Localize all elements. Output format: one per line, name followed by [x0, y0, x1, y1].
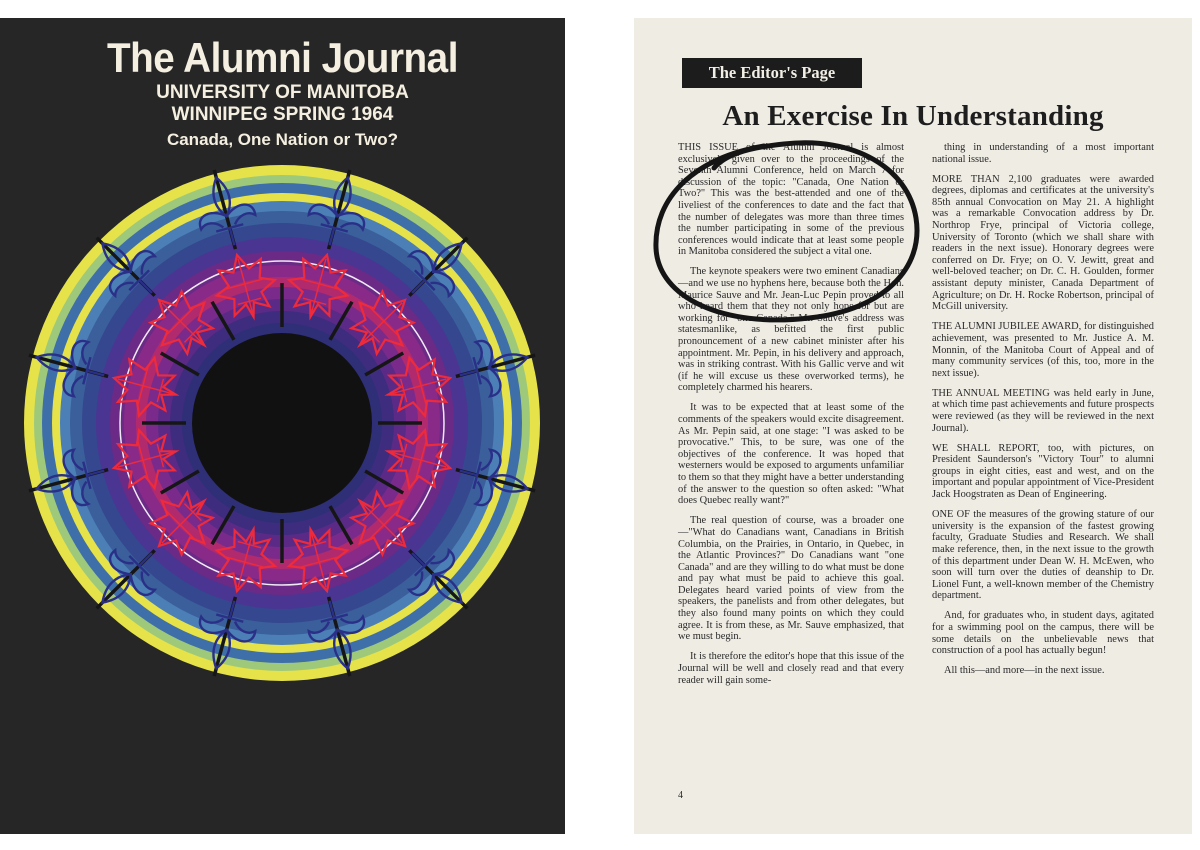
- right-column-paragraph: ONE OF the measures of the growing stature of our university is the expansion of the fastest growing faculty, Graduate Studies and Research. We shall make reference, then, in the next issue to the growth of this department under Dean W. H. McEwen, who soon will turn over the duties of deanship to Dr. Lionel Funt, a well-known member of the Chemistry department.: [932, 509, 1154, 602]
- right-column-paragraph: THE ALUMNI JUBILEE AWARD, for distinguished achievement, was presented to Mr. Justice A. M. Monnin, of the Manitoba Court of Appeal and of many community services (of this, too, more in the next issue).: [932, 321, 1154, 379]
- right-column-paragraph: THE ANNUAL MEETING was held early in June, at which time past achievements and future prospects were reviewed (as they will be reviewed in the next Journal).: [932, 387, 1154, 434]
- right-column-paragraph: All this—and more—in the next issue.: [944, 665, 1105, 677]
- left-column-paragraph: THIS ISSUE of the Alumni Journal is almost exclusively given over to the proceedings of the Seventh Alumni Conference, held on March 7 for discussion of the topic: "Canada, One Nation or Two?" This was the best-attended and one of the liveliest of the conferences to date and the fact that the number of delegates was more than three times the number participating in some of the previous conferences would indicate that at least some people in Manitoba considered the subject a vital one.: [678, 142, 904, 258]
- left-column-paragraph: It is therefore the editor's hope that this issue of the Journal will be well and closely read and that every reader will gain some-: [678, 651, 904, 686]
- right-column-paragraph: thing in understanding of a most important national issue.: [932, 142, 1154, 165]
- article-headline: An Exercise In Understanding: [722, 100, 1104, 132]
- cover-theme: Canada, One Nation or Two?: [166, 130, 399, 149]
- university-line: UNIVERSITY OF MANITOBA: [156, 82, 409, 103]
- mandala-center-hole: [192, 333, 372, 513]
- magazine-cover: [0, 18, 565, 834]
- right-column: [932, 142, 1154, 685]
- right-column-paragraph: MORE THAN 2,100 graduates were awarded degrees, diplomas and certificates at the university's 85th annual Convocation on May 21. A highlight was a remarkable Convocation address by Dr. Northrop Frye, principal of Victoria college, University of Toronto (which we shall share with readers in the next issue). Honorary degrees were conferred on Dr. Frye; on O. V. Jewitt, great and well-beloved teacher; on Dr. C. H. Goulden, former assistant deputy minister, Canada Department of Agriculture; on Dr. H. Rocke Robertson, principal of McGill university.: [932, 173, 1154, 313]
- journal-title: The Alumni Journal: [107, 34, 458, 81]
- editors-page-badge: The Editor's Page: [682, 58, 862, 88]
- left-column-paragraph: The real question of course, was a broader one—"What do Canadians want, Canadians in British Columbia, on the Prairies, in Ontario, in Quebec, in the Atlantic Provinces?" Do Canadians want "one Canada" and are they willing to do what must be done and pay what must be paid to achieve this goal. Delegates heard varied points of view from the speakers, the panelists and from other delegates, but they also found many points on which they could agree. It is from these, as Mr. Sauve emphasized, that we must begin.: [678, 515, 904, 643]
- issue-line: WINNIPEG SPRING 1964: [171, 104, 394, 125]
- page-number: 4: [678, 790, 683, 801]
- editor-page: [634, 18, 1192, 834]
- left-column-paragraph: The keynote speakers were two eminent Canadians—and we use no hyphens here, because both the Hon. Maurice Sauve and Mr. Jean-Luc Pepin proved to all who heard them that they not only hope for but are working for "one Canada." Mr. Sauve's address was statesmanlike, as befitted the first public pronouncement of a new cabinet minister after his appointment. Mr. Pepin, in his delivery and approach, was in striking contrast. With his Gallic verve and wit (if he will excuse us these overworked terms), he completely charmed his hearers.: [678, 266, 904, 394]
- right-column-paragraph: WE SHALL REPORT, too, with pictures, on President Saunderson's "Victory Tour" to alumni groups in eight cities, east and west, and on the important and popular appointment of Vice-President Jack Hoogstraten as Dean of Engineering.: [932, 442, 1154, 501]
- left-column-paragraph: It was to be expected that at least some of the comments of the speakers would excite disagreement. As Mr. Pepin said, at one stage: "I was asked to be provocative." This, to be sure, was one of the objectives of the conference. It was hoped that westerners would be exposed to arguments unfamiliar to them so that they might have a better understanding of the answer to the question so often asked: "What does Quebec really want?": [678, 402, 904, 507]
- right-column-paragraph: And, for graduates who, in student days, agitated for a swimming pool on the campus, there will be some details on the unbelievable news that construction of a pool has actually begun!: [932, 610, 1154, 657]
- left-column: [678, 142, 904, 695]
